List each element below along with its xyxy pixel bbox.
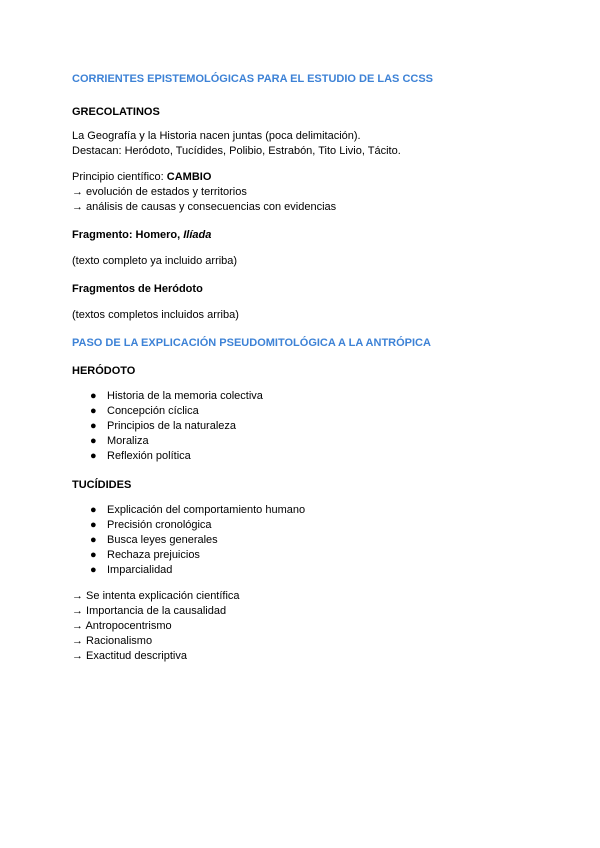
conclusion-line: → Se intenta explicación científica xyxy=(72,590,240,602)
conclusion-line: → Importancia de la causalidad xyxy=(72,605,227,617)
grecolatinos-paragraph xyxy=(72,129,600,159)
bullet-icon: ● xyxy=(90,549,97,561)
conclusions-block xyxy=(72,589,600,664)
fragment-homero-label: Fragmento: Homero, xyxy=(72,229,184,241)
section-2-title: PASO DE LA EXPLICACIÓN PSEUDOMITOLÓGICA A LA ANTRÓPICA xyxy=(72,337,431,349)
list-item-text: Reflexión política xyxy=(107,450,191,462)
list-item-text: Historia de la memoria colectiva xyxy=(107,390,263,402)
bullet-icon: ● xyxy=(90,435,97,447)
fragment-homero-work: Ilíada xyxy=(183,229,212,241)
fragment-herodoto-note: (textos completos incluidos arriba) xyxy=(72,309,239,321)
list-item xyxy=(90,449,600,464)
list-item xyxy=(90,434,600,449)
document-title: CORRIENTES EPISTEMOLÓGICAS PARA EL ESTUDIO DE LAS CCSS xyxy=(72,73,434,85)
principle-arrow-1: → evolución de estados y territorios xyxy=(72,186,247,198)
tucidides-heading: TUCÍDIDES xyxy=(72,479,132,491)
list-item-text: Explicación del comportamiento humano xyxy=(107,504,306,516)
tucidides-list xyxy=(72,503,600,578)
bullet-icon: ● xyxy=(90,420,97,432)
bullet-icon: ● xyxy=(90,405,97,417)
list-item xyxy=(90,503,600,518)
principle-value: CAMBIO xyxy=(166,171,212,183)
list-item-text: Moraliza xyxy=(107,435,149,447)
conclusion-line: → Racionalismo xyxy=(72,635,153,647)
bullet-icon: ● xyxy=(90,390,97,402)
list-item-text: Busca leyes generales xyxy=(107,534,218,546)
bullet-icon: ● xyxy=(90,519,97,531)
herodoto-heading: HERÓDOTO xyxy=(72,365,136,377)
list-item xyxy=(90,533,600,548)
list-item-text: Principios de la naturaleza xyxy=(107,420,237,432)
list-item xyxy=(90,389,600,404)
list-item-text: Concepción cíclica xyxy=(107,405,199,417)
list-item xyxy=(90,404,600,419)
fragment-homero-heading xyxy=(72,228,600,242)
bullet-icon: ● xyxy=(90,564,97,576)
list-item xyxy=(90,548,600,563)
herodoto-list xyxy=(72,389,600,464)
grecolatinos-line-2: Destacan: Heródoto, Tucídides, Polibio, Estrabón, Tito Livio, Tácito. xyxy=(72,145,401,157)
list-item-text: Rechaza prejuicios xyxy=(107,549,200,561)
fragment-homero-note: (texto completo ya incluido arriba) xyxy=(72,255,238,267)
bullet-icon: ● xyxy=(90,534,97,546)
list-item xyxy=(90,518,600,533)
bullet-icon: ● xyxy=(90,450,97,462)
bullet-icon: ● xyxy=(90,504,97,516)
principle-line xyxy=(72,170,600,185)
conclusion-line: → Exactitud descriptiva xyxy=(72,650,187,662)
grecolatinos-line-1: La Geografía y la Historia nacen juntas (poca delimitación). xyxy=(72,130,361,142)
grecolatinos-heading: GRECOLATINOS xyxy=(72,106,160,118)
list-item xyxy=(90,419,600,434)
principle-paragraph xyxy=(72,170,600,215)
principle-label: Principio científico: xyxy=(72,171,167,183)
fragment-herodoto-heading: Fragmentos de Heródoto xyxy=(72,283,203,295)
list-item-text: Precisión cronológica xyxy=(107,519,212,531)
conclusion-line: → Antropocentrismo xyxy=(72,620,172,632)
principle-arrow-2: → análisis de causas y consecuencias con evidencias xyxy=(72,201,337,213)
list-item-text: Imparcialidad xyxy=(107,564,173,576)
list-item xyxy=(90,563,600,578)
